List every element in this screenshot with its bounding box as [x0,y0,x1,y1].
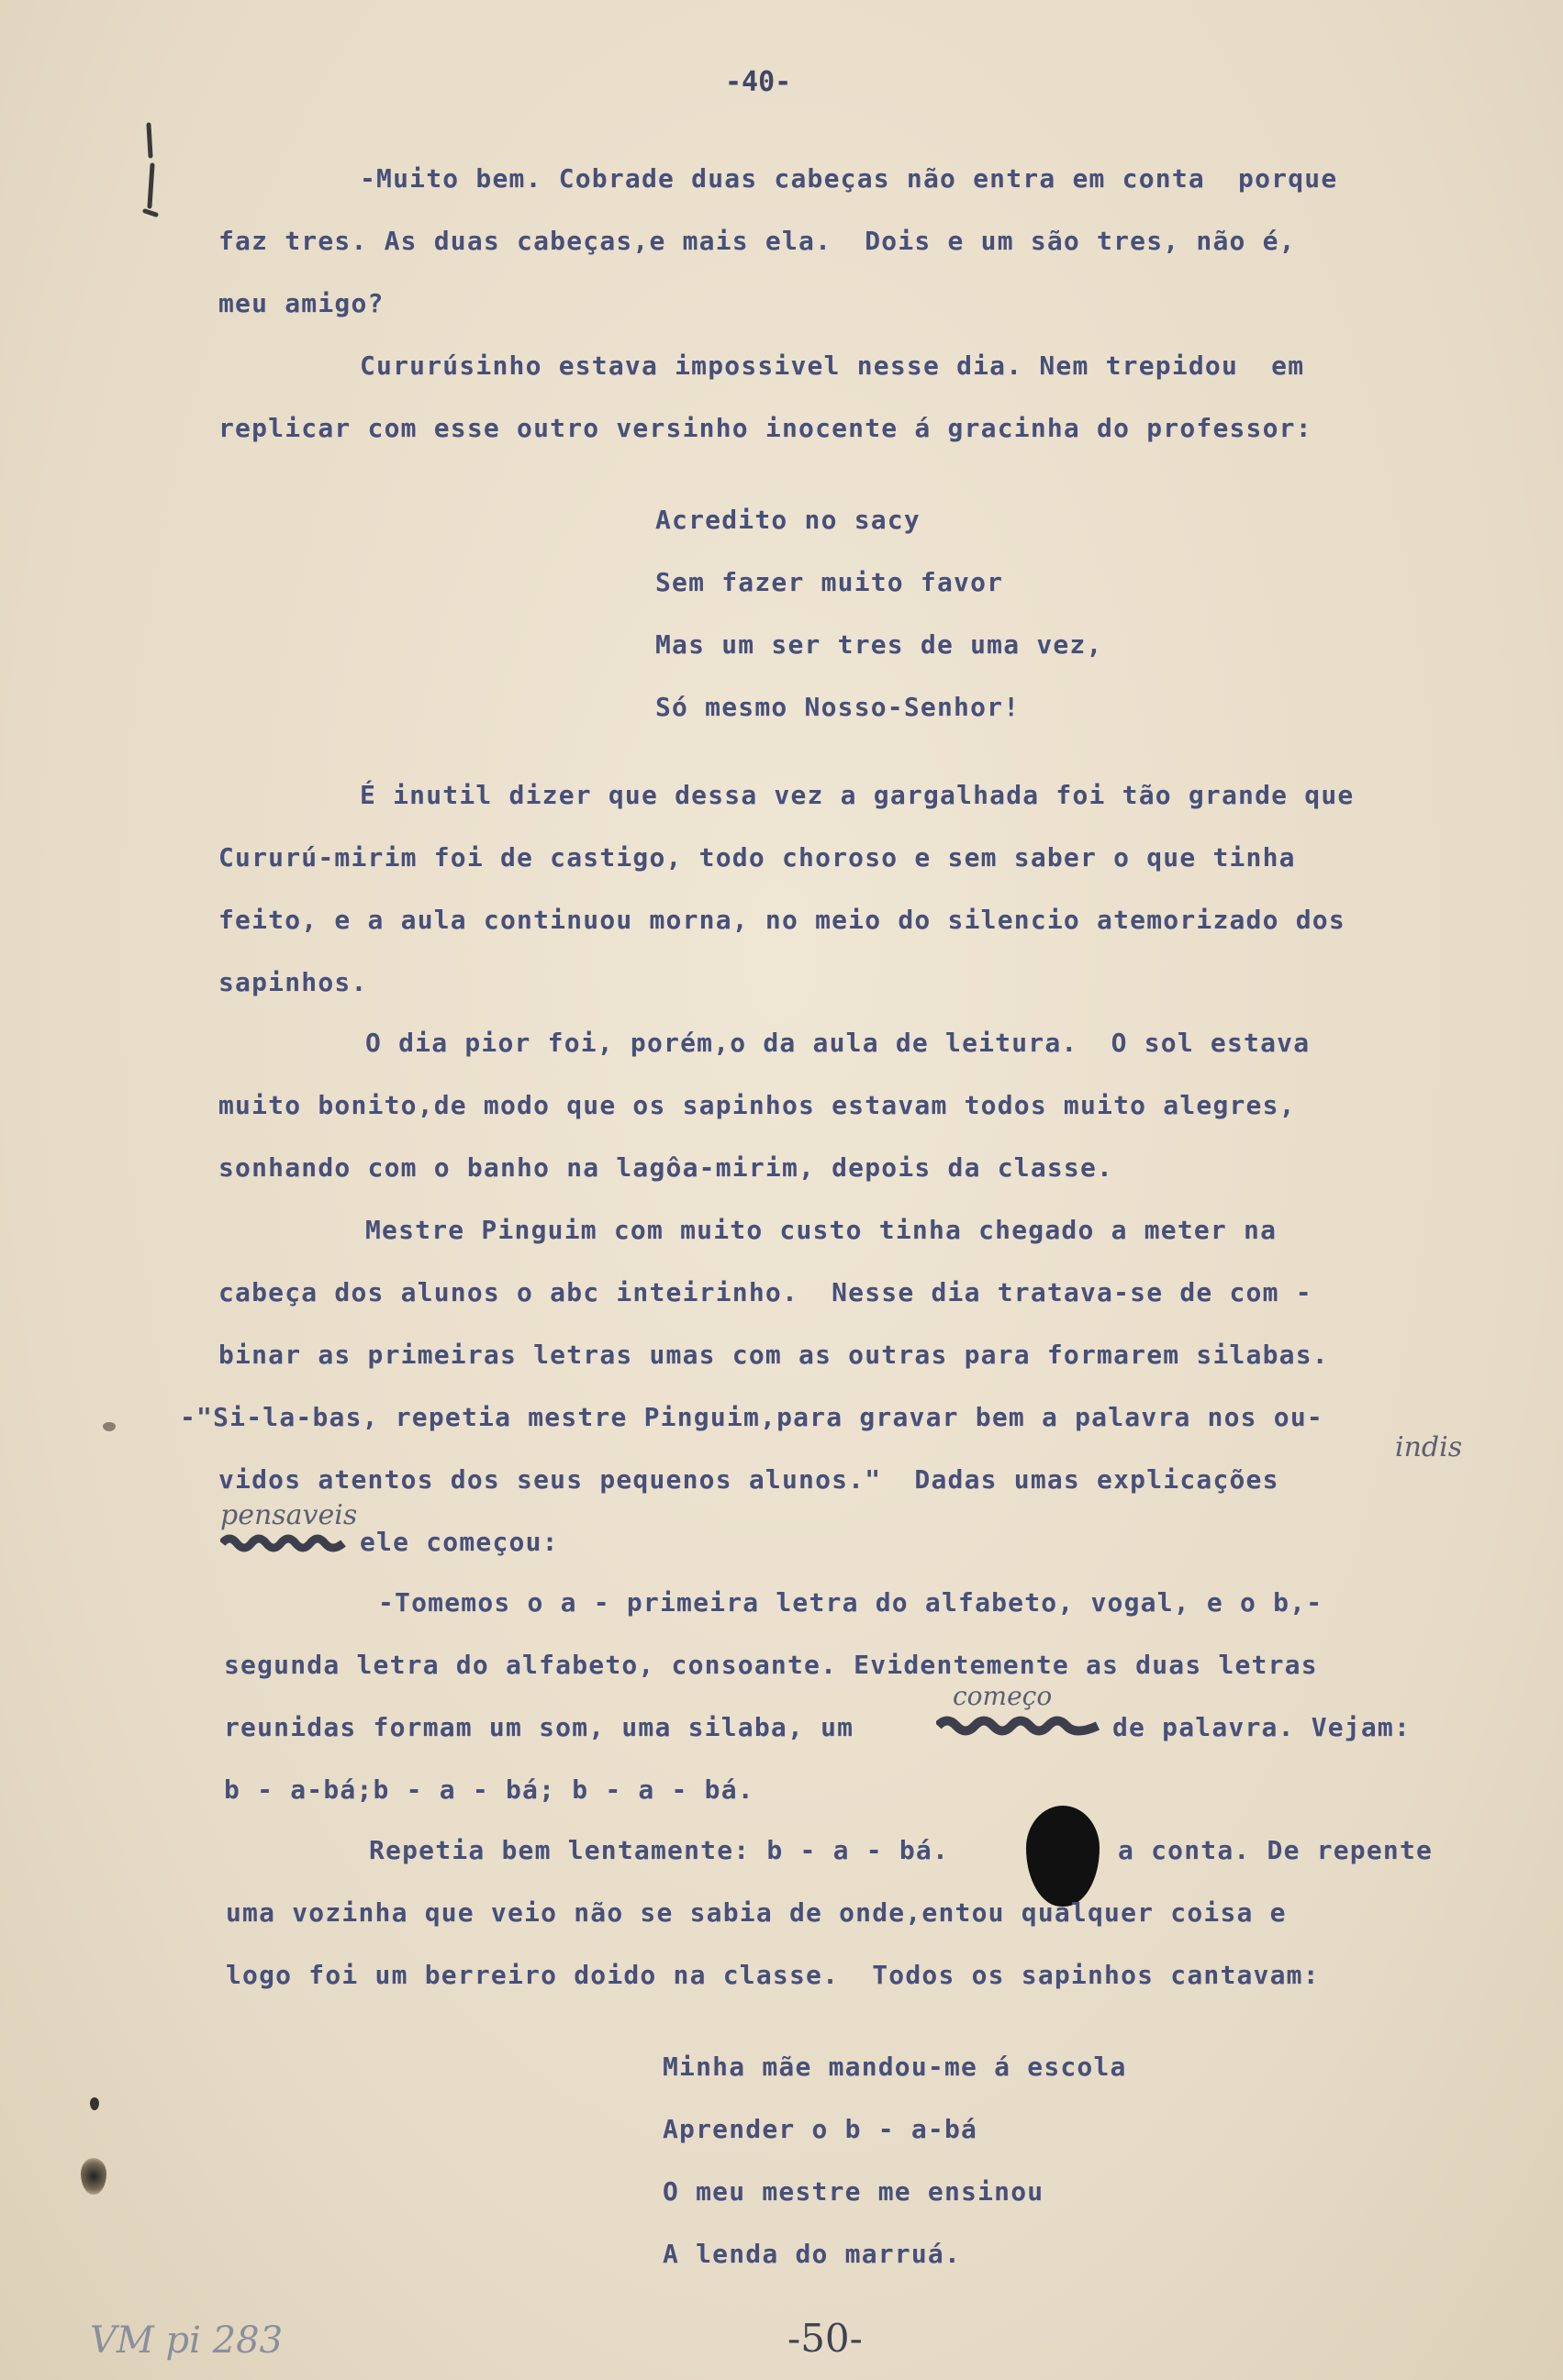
p1-line-2: faz tres. As duas cabeças,e mais ela. Dois e um são tres, não é, [218,226,1296,256]
p6-line-3a: reunidas formam um som, uma silaba, um [224,1712,854,1742]
scribble-strikeout [220,1532,349,1554]
p6-line-3b: de palavra. Vejam: [1112,1712,1412,1742]
p2-line-2: replicar com esse outro versinho inocente á gracinha do professor: [218,413,1312,443]
margin-pencil-mark [136,119,163,220]
p7-line-2: uma vozinha que veio não se sabia de onde,entou qualquer coisa e [226,1897,1287,1928]
verse1-line-1: Acredito no sacy [655,505,921,535]
p7-line-3: logo foi um berreiro doido na classe. Todos os sapinhos cantavam: [226,1960,1320,1990]
p5-line-2: cabeça dos alunos o abc inteirinho. Nesse dia tratava-se de com - [218,1277,1312,1307]
p1-line-3: meu amigo? [218,288,385,318]
p5-line-1: Mestre Pinguim com muito custo tinha chegado a meter na [365,1215,1278,1245]
page-number-top: -40- [725,66,792,98]
p6-line-1: -Tomemos o a - primeira letra do alfabeto, vogal, e o b,- [378,1587,1323,1618]
ink-blot [1026,1806,1100,1907]
verse1-line-2: Sem fazer muito favor [655,567,1004,597]
p3-line-3: feito, e a aula continuou morna, no meio do silencio atemorizado dos [218,905,1345,935]
handwritten-correction-comeco: começo [953,1681,1053,1711]
p1-line-1: -Muito bem. Cobrade duas cabeças não entra em conta porque [360,163,1338,194]
p3-line-4: sapinhos. [218,967,368,997]
page-number-bottom: -50- [787,2316,863,2361]
margin-stain [81,2158,106,2195]
p7-line-1a: Repetia bem lentamente: b - a - bá. [369,1835,950,1865]
p6-line-4: b - a-bá;b - a - bá; b - a - bá. [224,1774,754,1805]
p7-line-1b: a conta. De repente [1118,1835,1434,1865]
p4-line-1: O dia pior foi, porém,o da aula de leitura. O sol estava [365,1028,1311,1058]
p6-line-2: segunda letra do alfabeto, consoante. Evidentemente as duas letras [224,1650,1318,1680]
p2-line-1: Cururúsinho estava impossivel nesse dia. Nem trepidou em [360,350,1305,381]
verse2-line-4: A lenda do marruá. [663,2239,962,2269]
verse1-line-3: Mas um ser tres de uma vez, [655,629,1103,660]
handwritten-correction-indis: indis [1395,1431,1463,1463]
verse2-line-2: Aprender o b - a-bá [663,2114,978,2144]
scribble-strikeout [936,1714,1101,1738]
p3-line-1: É inutil dizer que dessa vez a gargalhada foi tão grande que [360,780,1355,810]
p5-line-4: -"Si-la-bas, repetia mestre Pinguim,para gravar bem a palavra nos ou- [180,1402,1323,1432]
p3-line-2: Cururú-mirim foi de castigo, todo choroso e sem saber o que tinha [218,842,1296,873]
handwritten-correction-pensaveis: pensaveis [220,1499,358,1531]
margin-stain [90,2097,99,2110]
archive-pencil-note: VM pi 283 [90,2319,284,2362]
verse2-line-1: Minha mãe mandou-me á escola [663,2052,1127,2082]
verse1-line-4: Só mesmo Nosso-Senhor! [655,692,1021,722]
p4-line-3: sonhando com o banho na lagôa-mirim, depois da classe. [218,1152,1114,1183]
verse2-line-3: O meu mestre me ensinou [663,2176,1044,2207]
p5-line-3: binar as primeiras letras umas com as outras para formarem silabas. [218,1340,1329,1370]
p5-line-5: vidos atentos dos seus pequenos alunos." Dadas umas explicações [218,1464,1279,1495]
margin-stain [103,1422,116,1431]
p5-line-6: ele começou: [360,1527,559,1557]
p4-line-2: muito bonito,de modo que os sapinhos estavam todos muito alegres, [218,1090,1296,1120]
